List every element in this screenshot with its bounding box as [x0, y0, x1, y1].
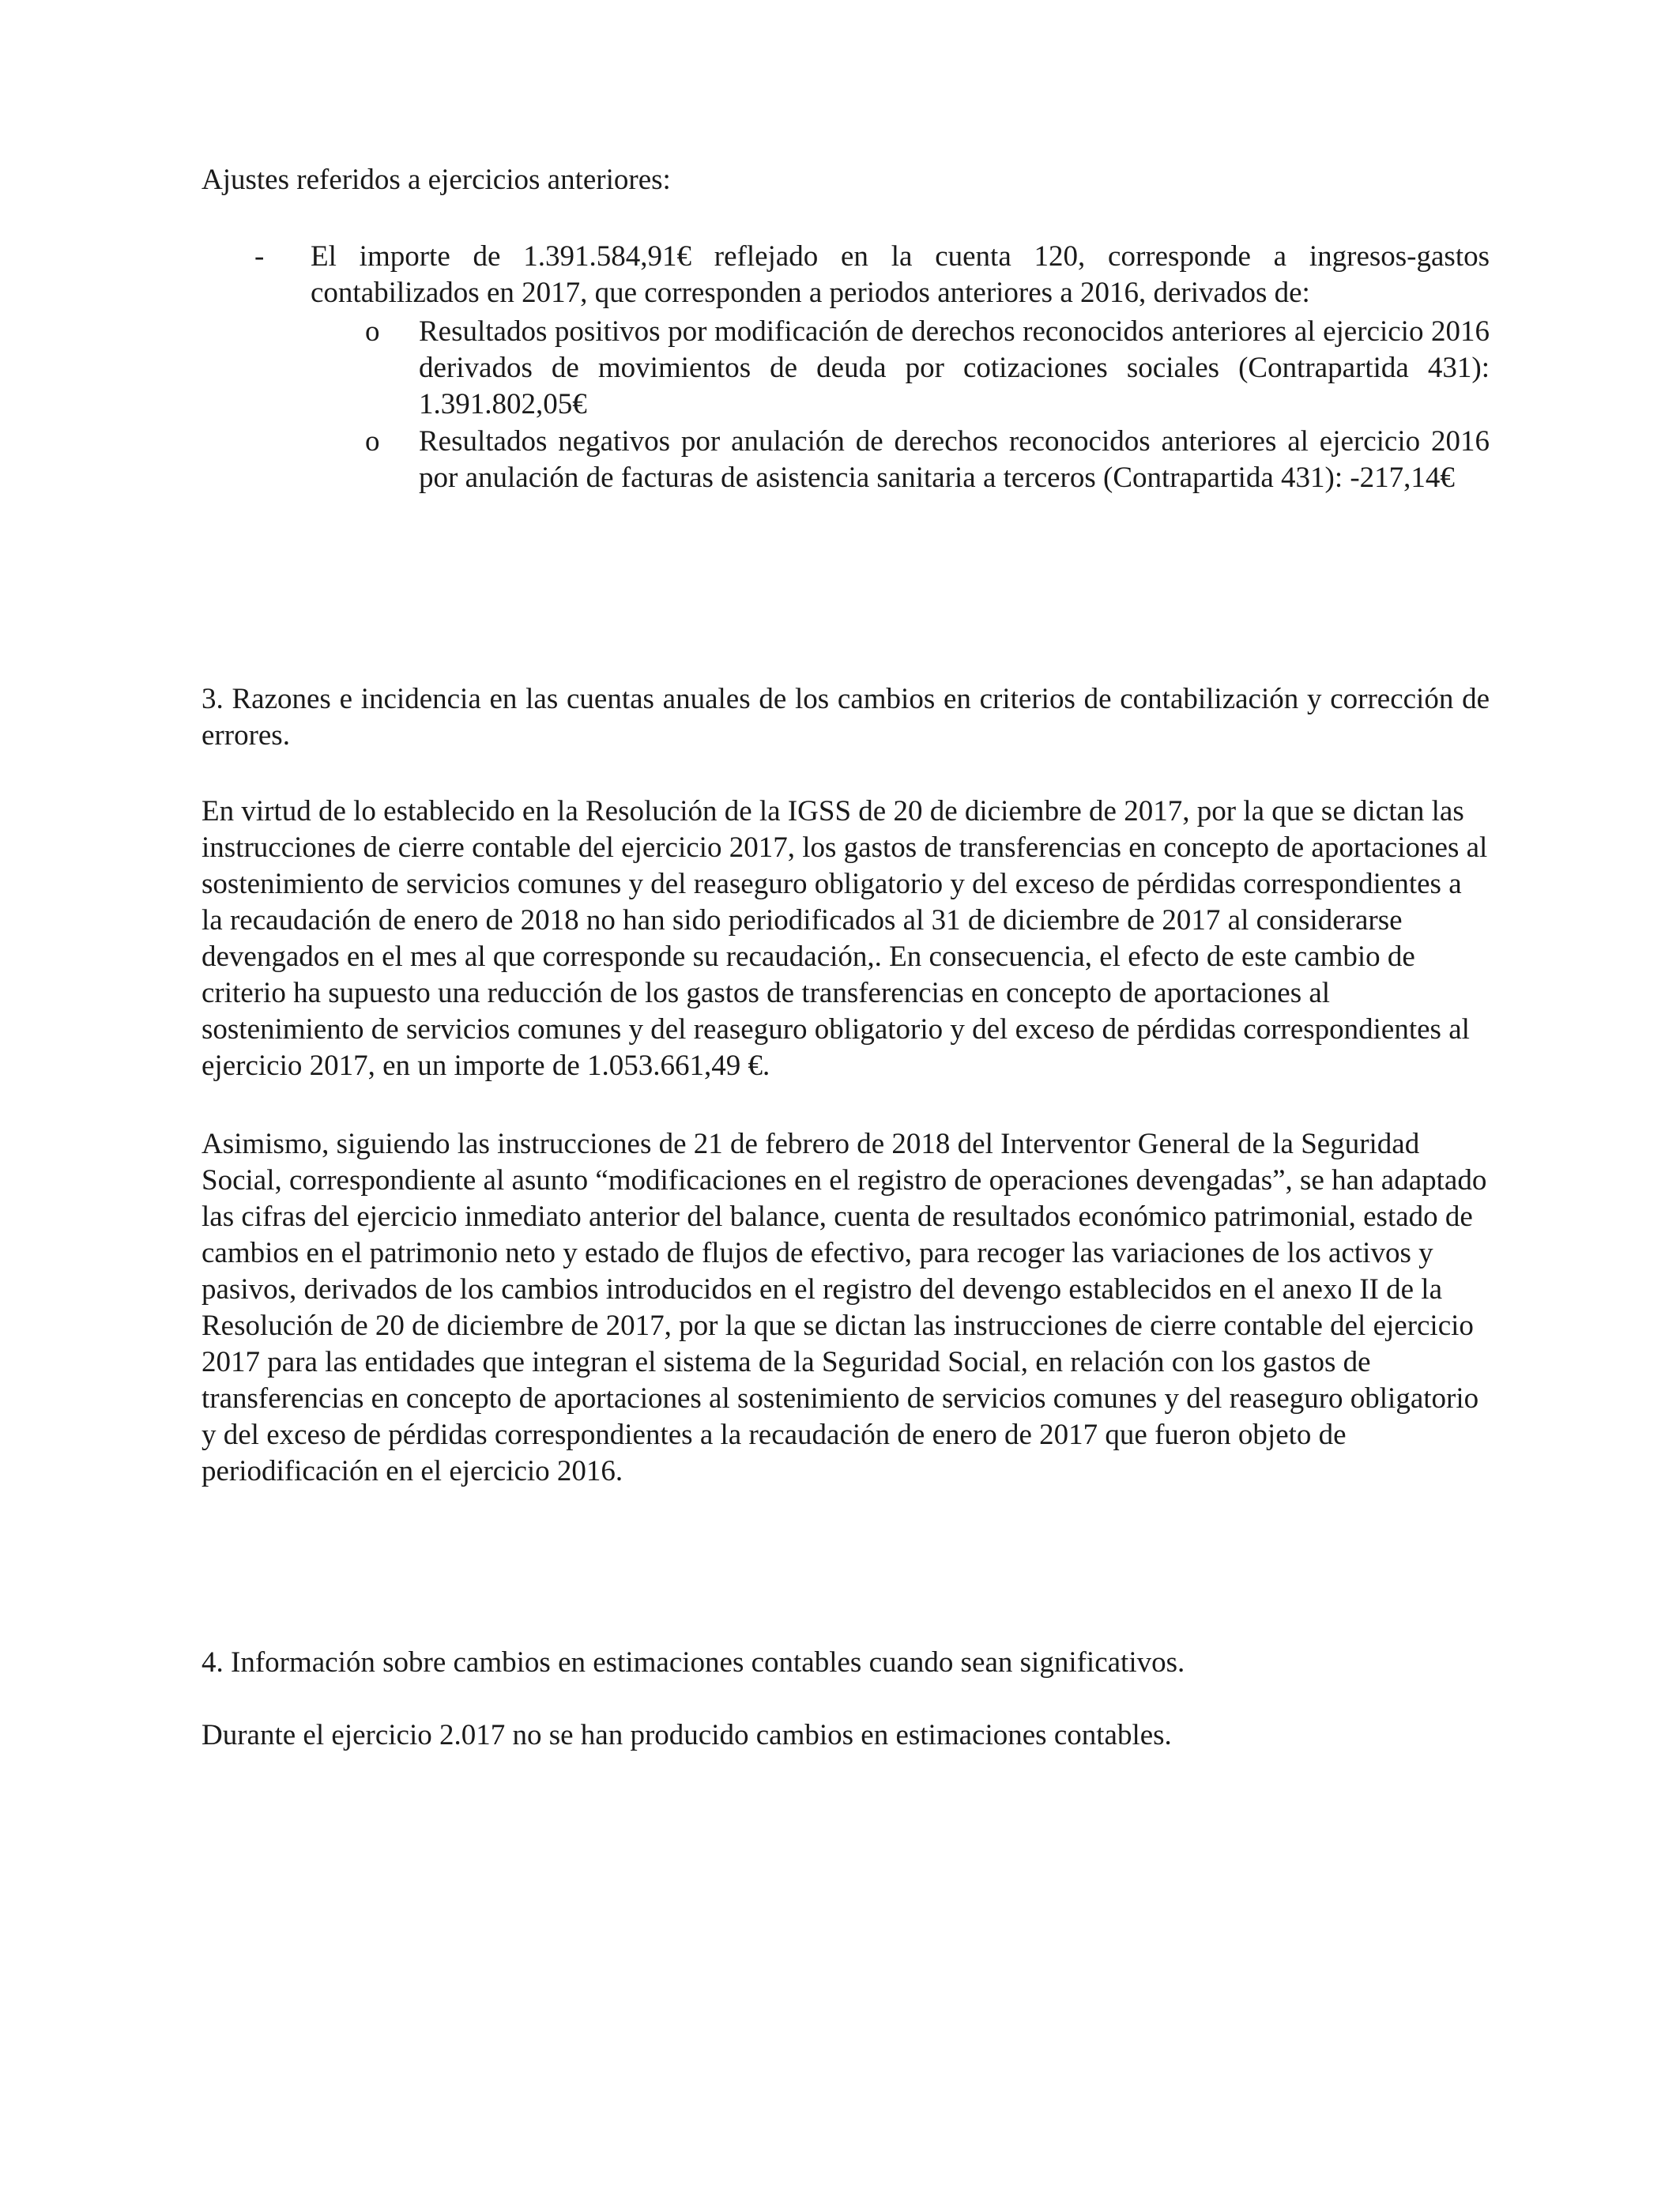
sub-item-text: Resultados negativos por anulación de derechos reconocidos anteriores al ejercicio 2016 por anulación de facturas de asistencia sanitaria a terceros (Contrapartida 431): -217,14€ [419, 425, 1490, 494]
sub-item-marker: o [365, 315, 380, 348]
section-4-paragraph: Durante el ejercicio 2.017 no se han producido cambios en estimaciones contables. [202, 1719, 1172, 1751]
adjustments-heading: Ajustes referidos a ejercicios anteriores: [202, 164, 671, 196]
bullet-item-text: El importe de 1.391.584,91€ reflejado en la cuenta 120, corresponde a ingresos-gastos contabilizados en 2017, que corresponden a periodos anteriores a 2016, derivados de: [311, 240, 1490, 309]
section-4-heading: 4. Información sobre cambios en estimaciones contables cuando sean significativos. [202, 1646, 1185, 1679]
section-3-paragraph-1: En virtud de lo establecido en la Resolución de la IGSS de 20 de diciembre de 2017, por la que se dictan las instrucciones de cierre contable del ejercicio 2017, los gastos de transferencias en concepto de aportaciones al sostenimiento de servicios comunes y del reaseguro obligatorio y del exceso de pérdidas correspondientes a la recaudación de enero de 2018 no han sido periodificados al 31 de diciembre de 2017 al considerarse devengados en el mes al que corresponde su recaudación,. En consecuencia, el efecto de este cambio de criterio ha supuesto una reducción de los gastos de transferencias en concepto de aportaciones al sostenimiento de servicios comunes y del reaseguro obligatorio y del exceso de pérdidas correspondientes al ejercicio 2017, en un importe de 1.053.661,49 €. [202, 795, 1488, 1082]
section-3-paragraph-2: Asimismo, siguiendo las instrucciones de 21 de febrero de 2018 del Interventor General de la Seguridad Social, correspondiente al asunto “modificaciones en el registro de operaciones devengadas”, se han adaptado las cifras del ejercicio inmediato anterior del balance, cuenta de resultados económico patrimonial, estado de cambios en el patrimonio neto y estado de flujos de efectivo, para recoger las variaciones de los activos y pasivos, derivados de los cambios introducidos en el registro del devengo establecidos en el anexo II de la Resolución de 20 de diciembre de 2017, por la que se dictan las instrucciones de cierre contable del ejercicio 2017 para las entidades que integran el sistema de la Seguridad Social, en relación con los gastos de transferencias en concepto de aportaciones al sostenimiento de servicios comunes y del reaseguro obligatorio y del exceso de pérdidas correspondientes a la recaudación de enero de 2017 que fueron objeto de periodificación en el ejercicio 2016. [202, 1128, 1487, 1487]
sub-item-text: Resultados positivos por modificación de derechos reconocidos anteriores al ejercicio 2016 derivados de movimientos de deuda por cotizaciones sociales (Contrapartida 431): 1.391.802,05€ [419, 315, 1490, 420]
bullet-dash-marker: - [254, 240, 265, 273]
sub-item-marker: o [365, 425, 380, 458]
section-3-heading: 3. Razones e incidencia en las cuentas anuales de los cambios en criterios de contabilización y corrección de errores. [202, 683, 1490, 752]
